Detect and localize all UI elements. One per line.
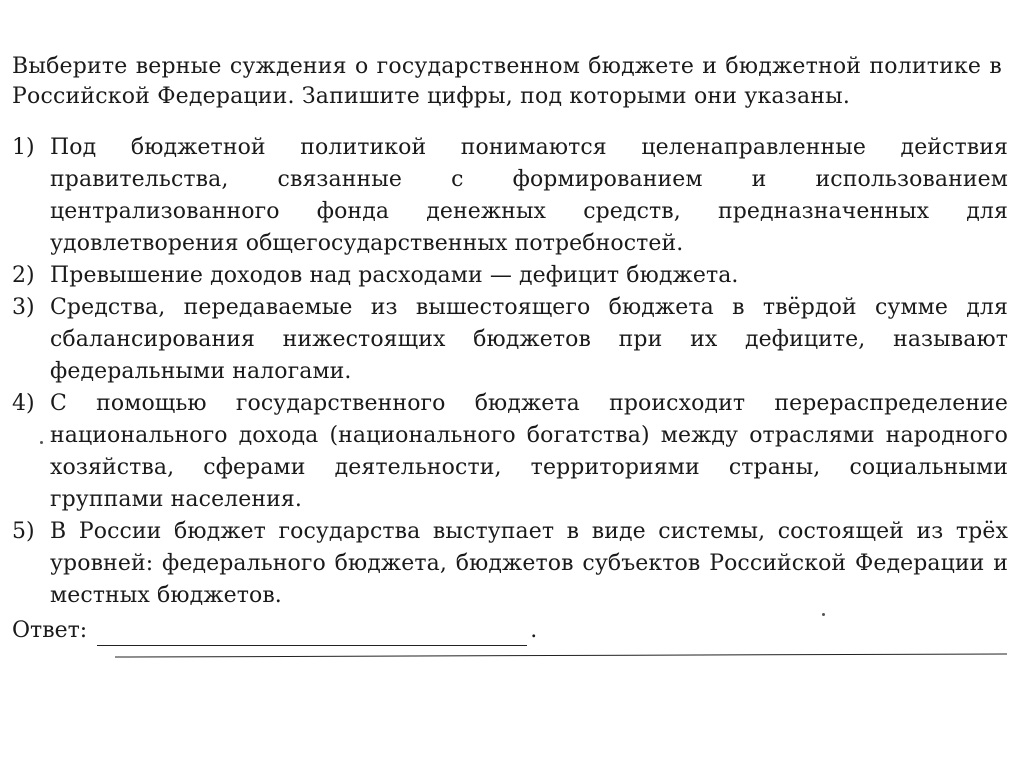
statement-text: Средства, передаваемые из вышестоящего бюджета в твёрдой сумме для сбалансирования нижестоящих бюджетов при их дефиците, называют федеральными налогами. [50,295,1008,384]
statement-number: 2) [12,263,35,288]
answer-label: Ответ: [12,618,88,643]
answer-dot: . [530,618,538,643]
statement-number: 4) [12,391,35,416]
answer-second-line[interactable] [115,653,1007,657]
answer-blank-line[interactable] [97,623,527,646]
scan-speck [822,613,825,616]
statement-text: Под бюджетной политикой понимаются целенаправленные действия правительства, связанные с формированием и использованием централизованного фонда денежных средств, предназначенных для удовлетворения общегосударственных потребностей. [50,135,1008,256]
scan-speck [40,441,43,444]
statement-text: Превышение доходов над расходами — дефицит бюджета. [50,263,739,288]
statement-item-1 [12,132,1008,260]
statement-item-3 [12,292,1008,388]
statement-number: 5) [12,519,35,544]
task-instruction: Выберите верные суждения о государственном бюджете и бюджетной политике в Российской Федерации. Запишите цифры, под которыми они указаны. [12,54,1002,109]
statement-number: 3) [12,295,35,320]
statement-text: С помощью государственного бюджета происходит перераспределение национального дохода (национального богатства) между отраслями народного хозяйства, сферами деятельности, территориями страны, социальными группами населения. [50,391,1008,512]
statement-list [12,132,1008,612]
statement-number: 1) [12,135,35,160]
statement-item-5 [12,516,1008,612]
statement-item-4 [12,388,1008,516]
statement-item-2 [12,260,1008,292]
answer-row [12,616,537,646]
statement-text: В России бюджет государства выступает в виде системы, состоящей из трёх уровней: федерального бюджета, бюджетов субъектов Российской Федерации и местных бюджетов. [50,519,1008,608]
